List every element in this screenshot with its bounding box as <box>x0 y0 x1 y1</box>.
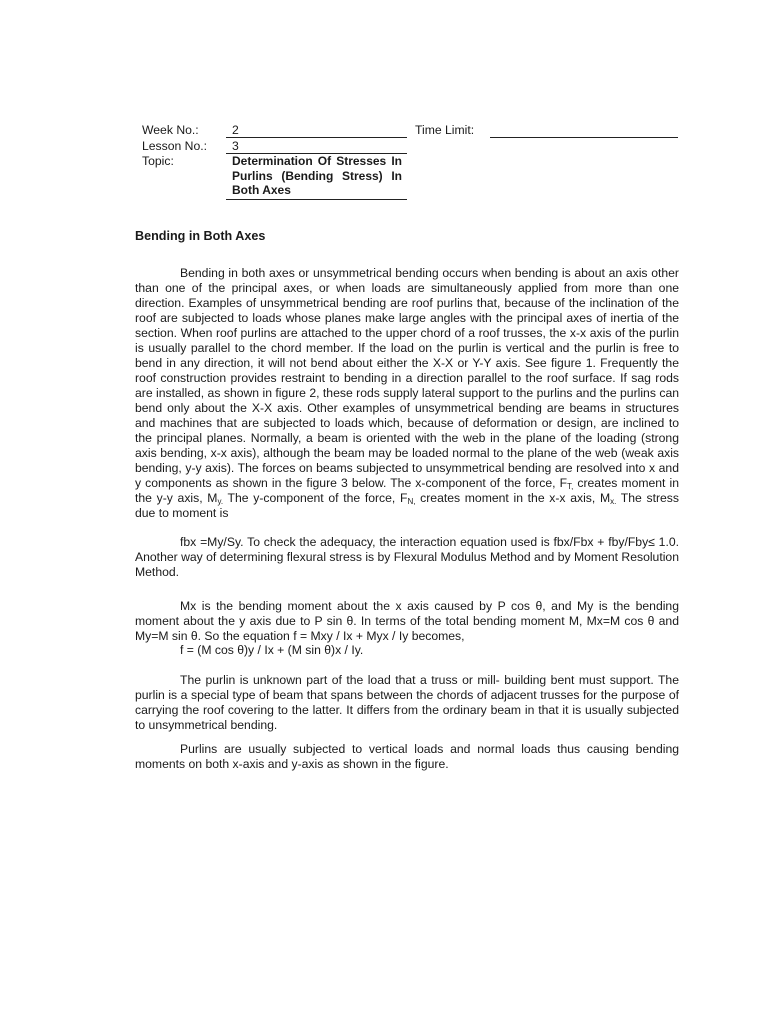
equation-line: f = (M cos θ)y / Ix + (M sin θ)x / Iy. <box>180 643 364 657</box>
p1-sub-t: T, <box>567 482 574 491</box>
paragraph-purlin-loads: Purlins are usually subjected to vertical loads and normal loads thus causing bending moments on both x-axis and y-axis as shown in the figure. <box>135 742 679 771</box>
p1-mid1: creates moment in the y-y axis, M <box>135 476 679 505</box>
p1-sub-y: y. <box>217 497 224 506</box>
paragraph-unsymmetrical-bending <box>135 266 679 521</box>
lesson-value: 3 <box>232 139 239 153</box>
topic-label: Topic: <box>142 154 174 168</box>
topic-value: Determination Of Stresses In Purlins (Bending Stress) In Both Axes <box>232 154 402 197</box>
p1-end: The stress due to moment is <box>135 491 679 520</box>
lesson-label: Lesson No.: <box>142 139 208 153</box>
paragraph-purlin-definition: The purlin is unknown part of the load that a truss or mill- building bent must support. The purlin is a special type of beam that spans between the chords of adjacent trusses for the purpose of carrying the roof covering to the latter. It differs from the ordinary beam in that it is usually subjected to unsymmetrical bending. <box>135 673 679 732</box>
p1-sub-x: x. <box>610 497 617 506</box>
p1-mid3: creates moment in the x-x axis, M <box>415 491 611 505</box>
section-heading: Bending in Both Axes <box>135 229 266 243</box>
paragraph-interaction-equation: fbx =My/Sy. To check the adequacy, the interaction equation used is fbx/Fbx + fby/Fby≤ 1.0. Another way of determining flexural stress is by Flexural Modulus Method and by Moment Resolution Method. <box>135 535 679 579</box>
week-label: Week No.: <box>142 123 199 137</box>
p1-mid2: The y-component of the force, F <box>223 491 408 505</box>
p1-sub-n: N, <box>407 497 416 506</box>
p1-main-text: Bending in both axes or unsymmetrical bending occurs when bending is about an axis other than one of the principal axes, or when loads are simultaneously applied from more than one direction. Examples of unsymmetrical bending are roof purlins that, because of the inclination of the roof are subjected to loads whose planes make large angles with the principal axes of inertia of the section. When roof purlins are attached to the upper chord of a roof trusses, the x-x axis of the purlin is usually parallel to the chord member. If the load on the purlin is vertical and the purlin is free to bend in any direction, it will not bend about either the X-X or Y-Y axis. See figure 1. Frequently the roof construction provides restraint to bending in a direction parallel to the roof surface. If sag rods are installed, as shown in figure 2, these rods supply lateral support to the purlins and the purlins can bend only about the X-X axis. Other examples of unsymmetrical bending are beams in structures and machines that are subjected to loads which, because of deformation or design, are inclined to the principal planes. Normally, a beam is oriented with the web in the plane of the loading (strong axis bending, x-x axis), although the beam may be loaded normal to the plane of the web (weak axis bending, y-y axis). The forces on beams subjected to unsymmetrical bending are resolved into x and y components as shown in the figure 3 below. The x-component of the force, F <box>135 266 679 490</box>
topic-underline <box>226 199 407 200</box>
time-limit-label: Time Limit: <box>415 123 475 137</box>
week-underline <box>226 137 407 138</box>
week-value: 2 <box>232 123 239 137</box>
time-limit-underline <box>490 137 678 138</box>
paragraph-bending-moment: Mx is the bending moment about the x axis caused by P cos θ, and My is the bending moment about the y axis due to P sin θ. In terms of the total bending moment M, Mx=M cos θ and My=M sin θ. So the equation f = Mxy / Ix + Myx / Iy becomes, <box>135 599 679 643</box>
